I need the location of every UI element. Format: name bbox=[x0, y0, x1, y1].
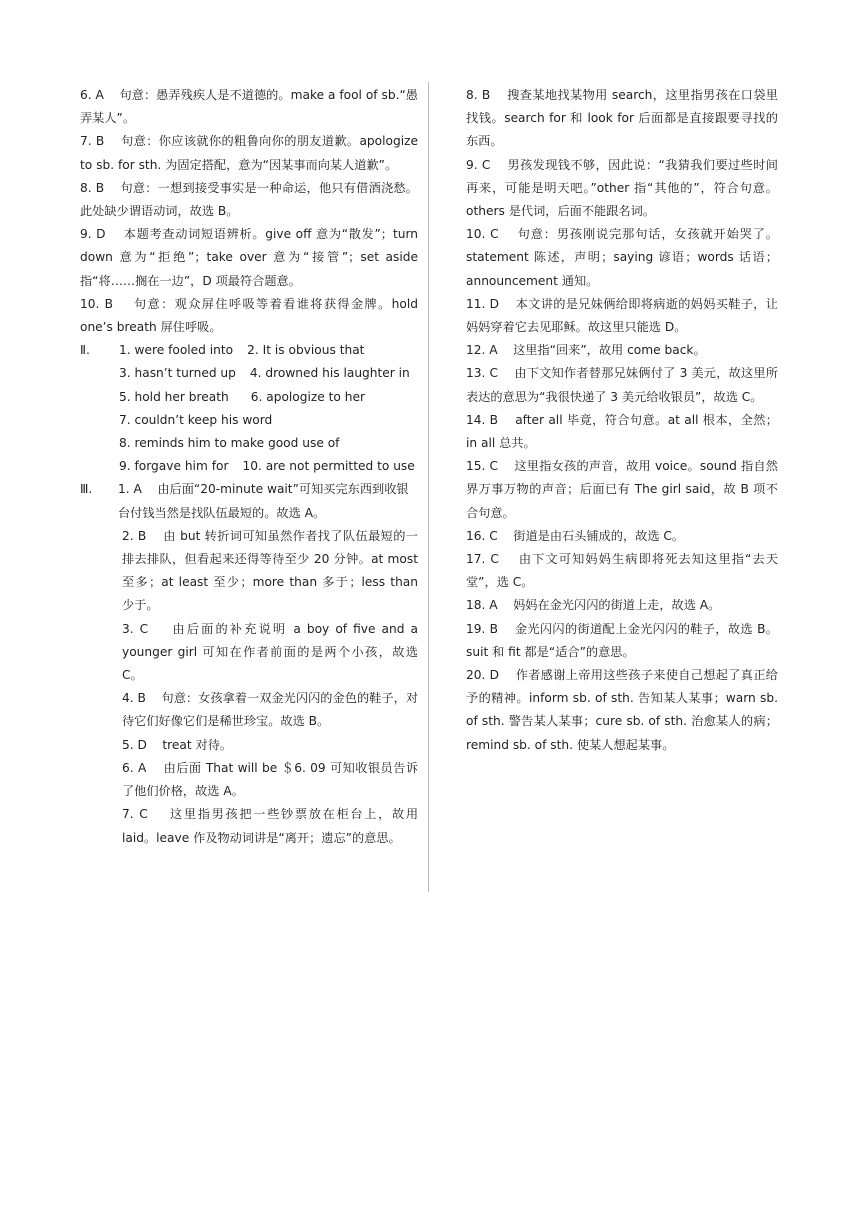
section-3-roman: Ⅲ. bbox=[80, 482, 93, 497]
answer-number: 10. B bbox=[80, 296, 113, 311]
answer-number: 19. B bbox=[466, 621, 498, 636]
answer-explanation: 由下文知作者替那兄妹俩付了 3 美元，故这里所表达的意思为“我很快递了 3 美元给收银员”，故选 C。 bbox=[466, 366, 778, 404]
answer-number: 4. B bbox=[122, 691, 146, 706]
answer-number: 13. C bbox=[466, 366, 498, 381]
answer-explanation: 妈妈在金光闪闪的街道上走，故选 A。 bbox=[513, 598, 721, 613]
answer-explanation: 由下文可知妈妈生病即将死去知这里指“去天堂”，选 C。 bbox=[466, 552, 778, 590]
answer-item bbox=[466, 339, 778, 362]
answer-item bbox=[466, 664, 778, 757]
answer-number: 20. D bbox=[466, 668, 499, 683]
left-column bbox=[80, 84, 418, 850]
answer-cell: 4. drowned his laughter in bbox=[249, 366, 410, 381]
answer-explanation: 这里指“回来”，故用 come back。 bbox=[513, 343, 706, 358]
answer-cell: 2. It is obvious that bbox=[247, 343, 365, 358]
section-3 bbox=[80, 478, 418, 849]
answer-number: 3. C bbox=[122, 621, 149, 636]
answer-explanation: 句意：愚弄残疾人是不道德的。make a fool of sb.“愚弄某人”。 bbox=[80, 88, 418, 126]
answer-number: 10. C bbox=[466, 227, 499, 242]
section-2-row bbox=[80, 409, 418, 432]
answer-item bbox=[80, 687, 418, 733]
answer-item bbox=[80, 84, 418, 130]
answer-item bbox=[466, 223, 778, 293]
answer-number: 11. D bbox=[466, 296, 499, 311]
answer-item bbox=[466, 455, 778, 525]
answer-explanation: 这里指女孩的声音，故用 voice。sound 指自然界万事万物的声音；后面已有 The girl said，故 B 项不合句意。 bbox=[466, 459, 778, 520]
answer-number: 5. D bbox=[122, 737, 147, 752]
answer-cell: 1. were fooled into bbox=[119, 343, 234, 358]
answer-explanation: 句意：女孩拿着一双金光闪闪的金色的鞋子，对待它们好像它们是稀世珍宝。故选 B。 bbox=[122, 691, 419, 729]
answer-explanation: 男孩发现钱不够，因此说：“我猜我们要过些时间再来，可能是明天吧。”other 指“其他的”，符合句意。others 是代词，后面不能跟名词。 bbox=[466, 157, 778, 219]
answer-item bbox=[80, 525, 418, 618]
answer-explanation: 本文讲的是兄妹俩给即将病逝的妈妈买鞋子，让妈妈穿着它去见耶稣。故这里只能选 D。 bbox=[466, 296, 778, 335]
answer-explanation: after all 毕竟，符合句意。at all 根本，全然；in all 总共。 bbox=[466, 412, 778, 451]
answer-explanation: 搜查某地找某物用 search，这里指男孩在口袋里找钱。search for 和 look for 后面都是直接跟要寻找的东西。 bbox=[466, 88, 778, 149]
answer-number: 18. A bbox=[466, 598, 498, 613]
answer-cell: 9. forgave him for bbox=[119, 459, 229, 474]
answer-item bbox=[466, 594, 778, 617]
answer-cell: 5. hold her breath bbox=[119, 389, 229, 404]
answer-explanation: 句意：男孩刚说完那句话，女孩就开始哭了。statement 陈述，声明；saying 谚语；words 话语；announcement 通知。 bbox=[466, 227, 778, 288]
answer-number: 2. B bbox=[122, 528, 147, 543]
answer-explanation: 句意：观众屏住呼吸等着看谁将获得金牌。hold one’s breath 屏住呼吸。 bbox=[80, 296, 418, 335]
answer-cell: 10. are not permitted to use bbox=[242, 459, 415, 474]
answer-explanation: 本题考查动词短语辨析。give off 意为“散发”；turn down 意为“拒绝”；take over 意为“接管”；set aside 指“将……搁在一边”，D 项最符合题意。 bbox=[80, 227, 418, 288]
answer-number: 6. A bbox=[122, 760, 147, 775]
answer-explanation: 由 but 转折词可知虽然作者找了队伍最短的一排去排队，但看起来还得等待至少 20 分钟。at most 至多；at least 至少；more than 多于；less than 少于。 bbox=[122, 528, 418, 613]
section-2-row bbox=[80, 432, 418, 455]
answer-cell: 6. apologize to her bbox=[250, 389, 365, 404]
section-2-roman: Ⅱ. bbox=[80, 343, 90, 358]
answer-number: 9. C bbox=[466, 157, 491, 172]
answer-explanation: 金光闪闪的街道配上金光闪闪的鞋子，故选 B。suit 和 fit 都是“适合”的意思。 bbox=[466, 621, 778, 659]
answer-number: 6. A bbox=[80, 88, 104, 102]
answer-number: 9. D bbox=[80, 227, 106, 242]
answer-item bbox=[466, 362, 778, 408]
answer-item bbox=[466, 293, 778, 339]
answer-number: 17. C bbox=[466, 552, 499, 567]
answer-explanation: treat 对待。 bbox=[162, 737, 233, 752]
answer-number: 1. A bbox=[118, 482, 142, 497]
answer-explanation: 句意：你应该就你的粗鲁向你的朋友道歉。apologize to sb. for sth. 为固定搭配，意为“因某事而向某人道歉”。 bbox=[80, 134, 418, 172]
answer-item bbox=[466, 525, 778, 548]
answer-item bbox=[80, 757, 418, 803]
answer-number: 15. C bbox=[466, 459, 498, 474]
section-2 bbox=[80, 339, 418, 478]
answer-item bbox=[466, 84, 778, 154]
answer-number: 14. B bbox=[466, 412, 499, 427]
answer-item bbox=[80, 293, 418, 339]
answer-item bbox=[80, 177, 418, 223]
answer-cell: 7. couldn’t keep his word bbox=[119, 412, 273, 427]
answer-explanation: 作者感谢上帝用这些孩子来使自己想起了真正给予的精神。inform sb. of sth. 告知某人某事；warn sb. of sth. 警告某人某事；cure sb. of sth. 治愈某人的病；remind sb. of sth. 使某人想起某事。 bbox=[466, 668, 778, 752]
answer-item bbox=[80, 803, 418, 849]
answer-explanation: 句意：一想到接受事实是一种命运，他只有借酒浇愁。此处缺少谓语动词，故选 B。 bbox=[80, 180, 418, 219]
answer-explanation: 由后面“20-minute wait”可知买完东西到收银台付钱当然是找队伍最短的。故选 A。 bbox=[118, 482, 409, 520]
right-column bbox=[466, 84, 778, 757]
answer-explanation: 由后面的补充说明 a boy of five and a younger girl 可知在作者前面的是两个小孩，故选 C。 bbox=[122, 621, 418, 683]
answer-number: 16. C bbox=[466, 528, 498, 543]
answer-item bbox=[466, 618, 778, 664]
answer-item bbox=[466, 409, 778, 455]
answer-cell: 8. reminds him to make good use of bbox=[119, 436, 340, 451]
answer-number: 7. B bbox=[80, 134, 105, 149]
answer-item bbox=[80, 478, 418, 524]
answer-number: 8. B bbox=[80, 180, 105, 195]
answer-item bbox=[80, 223, 418, 293]
answer-cell: 3. hasn’t turned up bbox=[119, 366, 236, 381]
section-2-row bbox=[80, 386, 418, 409]
column-divider bbox=[428, 82, 429, 892]
section-1 bbox=[80, 84, 418, 339]
answer-item bbox=[466, 154, 778, 224]
answer-item bbox=[466, 548, 778, 594]
answer-item bbox=[80, 130, 418, 176]
answer-number: 7. C bbox=[122, 807, 148, 822]
answer-item bbox=[80, 618, 418, 688]
answer-explanation: 由后面 That will be ＄6. 09 可知收银员告诉了他们价格，故选 A。 bbox=[122, 760, 418, 799]
section-2-row bbox=[80, 455, 418, 478]
section-2-row bbox=[80, 362, 418, 385]
answer-explanation: 这里指男孩把一些钞票放在柜台上，故用 laid。leave 作及物动词讲是“离开；遗忘”的意思。 bbox=[122, 807, 419, 845]
answer-item bbox=[80, 734, 418, 757]
answer-explanation: 街道是由石头铺成的，故选 C。 bbox=[513, 528, 685, 543]
section-2-row bbox=[80, 339, 418, 362]
answer-number: 8. B bbox=[466, 88, 491, 102]
answer-number: 12. A bbox=[466, 343, 498, 358]
